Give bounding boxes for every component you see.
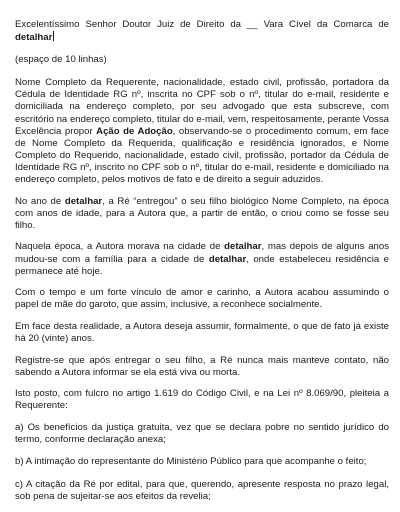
request-item-b: b) A intimação do representante do Ministério Público para que acompanhe o feito; [15, 455, 367, 467]
request-item-c: c) A citação da Ré por edital, para que, querendo, apresente resposta no prazo legal, sob pena de sujeitar-se aos efeitos da revelia; [15, 478, 389, 502]
city-text-c: , mas depois de alguns anos mudou-se com a família para a cidade de [15, 241, 389, 265]
qualification-text-2: , observando-se o procedimento comum, em face de Nome Completo da Requerida, qualificação e residência ignorados, e Nome Completo do Requerido, nacionalidade, estado civil, profissão, portador da Cédula de Identidade RG nº, inscrito no CPF sob o nº, titular do e-mail, residente e domiciliado na endereço completo, pelos motivos de fato e de direito a seguir aduzidos. [15, 125, 389, 186]
spacing-note: (espaço de 10 linhas) [15, 54, 107, 66]
text-cursor [53, 31, 54, 41]
register-paragraph: Registre-se que após entregar o seu filho, a Ré nunca mais manteve contato, não sabendo a Autora informar se ela está viva ou morta. [15, 354, 389, 378]
city-text-e: , onde estabeleceu residência e permanece até hoje. [15, 253, 389, 277]
qualification-paragraph [15, 77, 389, 186]
year-text-c: , a Ré “entregou” o seu filho biológico Nome Completo, na época com anos de idade, para a Autora que, a partir de então, o criou como se fosse seu filho. [15, 195, 389, 231]
year-placeholder: detalhar [64, 195, 103, 207]
reality-paragraph: Em face desta realidade, a Autora deseja assumir, formalmente, o que de fato já existe há 20 (vinte) anos. [15, 320, 389, 344]
year-paragraph [15, 196, 389, 232]
city-placeholder-2: detalhar [208, 253, 247, 265]
city-paragraph [15, 241, 389, 277]
request-item-a: a) Os benefícios da justiça gratuita, vez que se declara pobre no sentido jurídico do termo, conforme declaração anexa; [15, 421, 389, 446]
year-text-a: No ano de [15, 195, 65, 207]
court-header-text: Excelentíssimo Senhor Doutor Juiz de Direito da __ Vara Cível da Comarca de [15, 19, 389, 30]
city-placeholder-1: detalhar [224, 241, 262, 253]
qualification-text-1: Nome Completo da Requerente, nacionalidade, estado civil, profissão, portadora da Cédula de Identidade RG nº, inscrita no CPF sob o nº, titular do e-mail, residente e domiciliada na endereço completo, por seu advogado que esta subscreve, com escritório na endereço completo, titular do e-mail, vem, respeitosamente, perante Vossa Excelência propor [15, 77, 389, 137]
city-text-a: Naquela época, a Autora morava na cidade de [15, 241, 225, 253]
court-place: detalhar [15, 32, 53, 44]
document-body [15, 19, 389, 512]
court-header [15, 19, 389, 44]
bond-paragraph: Com o tempo e um forte vínculo de amor e carinho, a Autora acabou assumindo o papel de mãe do garoto, que assim, inclusive, a reconhece socialmente. [15, 287, 389, 311]
action-title: Ação de Adoção [96, 125, 173, 137]
law-paragraph: Isto posto, com fulcro no artigo 1.619 do Código Civil, e na Lei nº 8.069/90, pleiteia a Requerente: [15, 388, 389, 412]
